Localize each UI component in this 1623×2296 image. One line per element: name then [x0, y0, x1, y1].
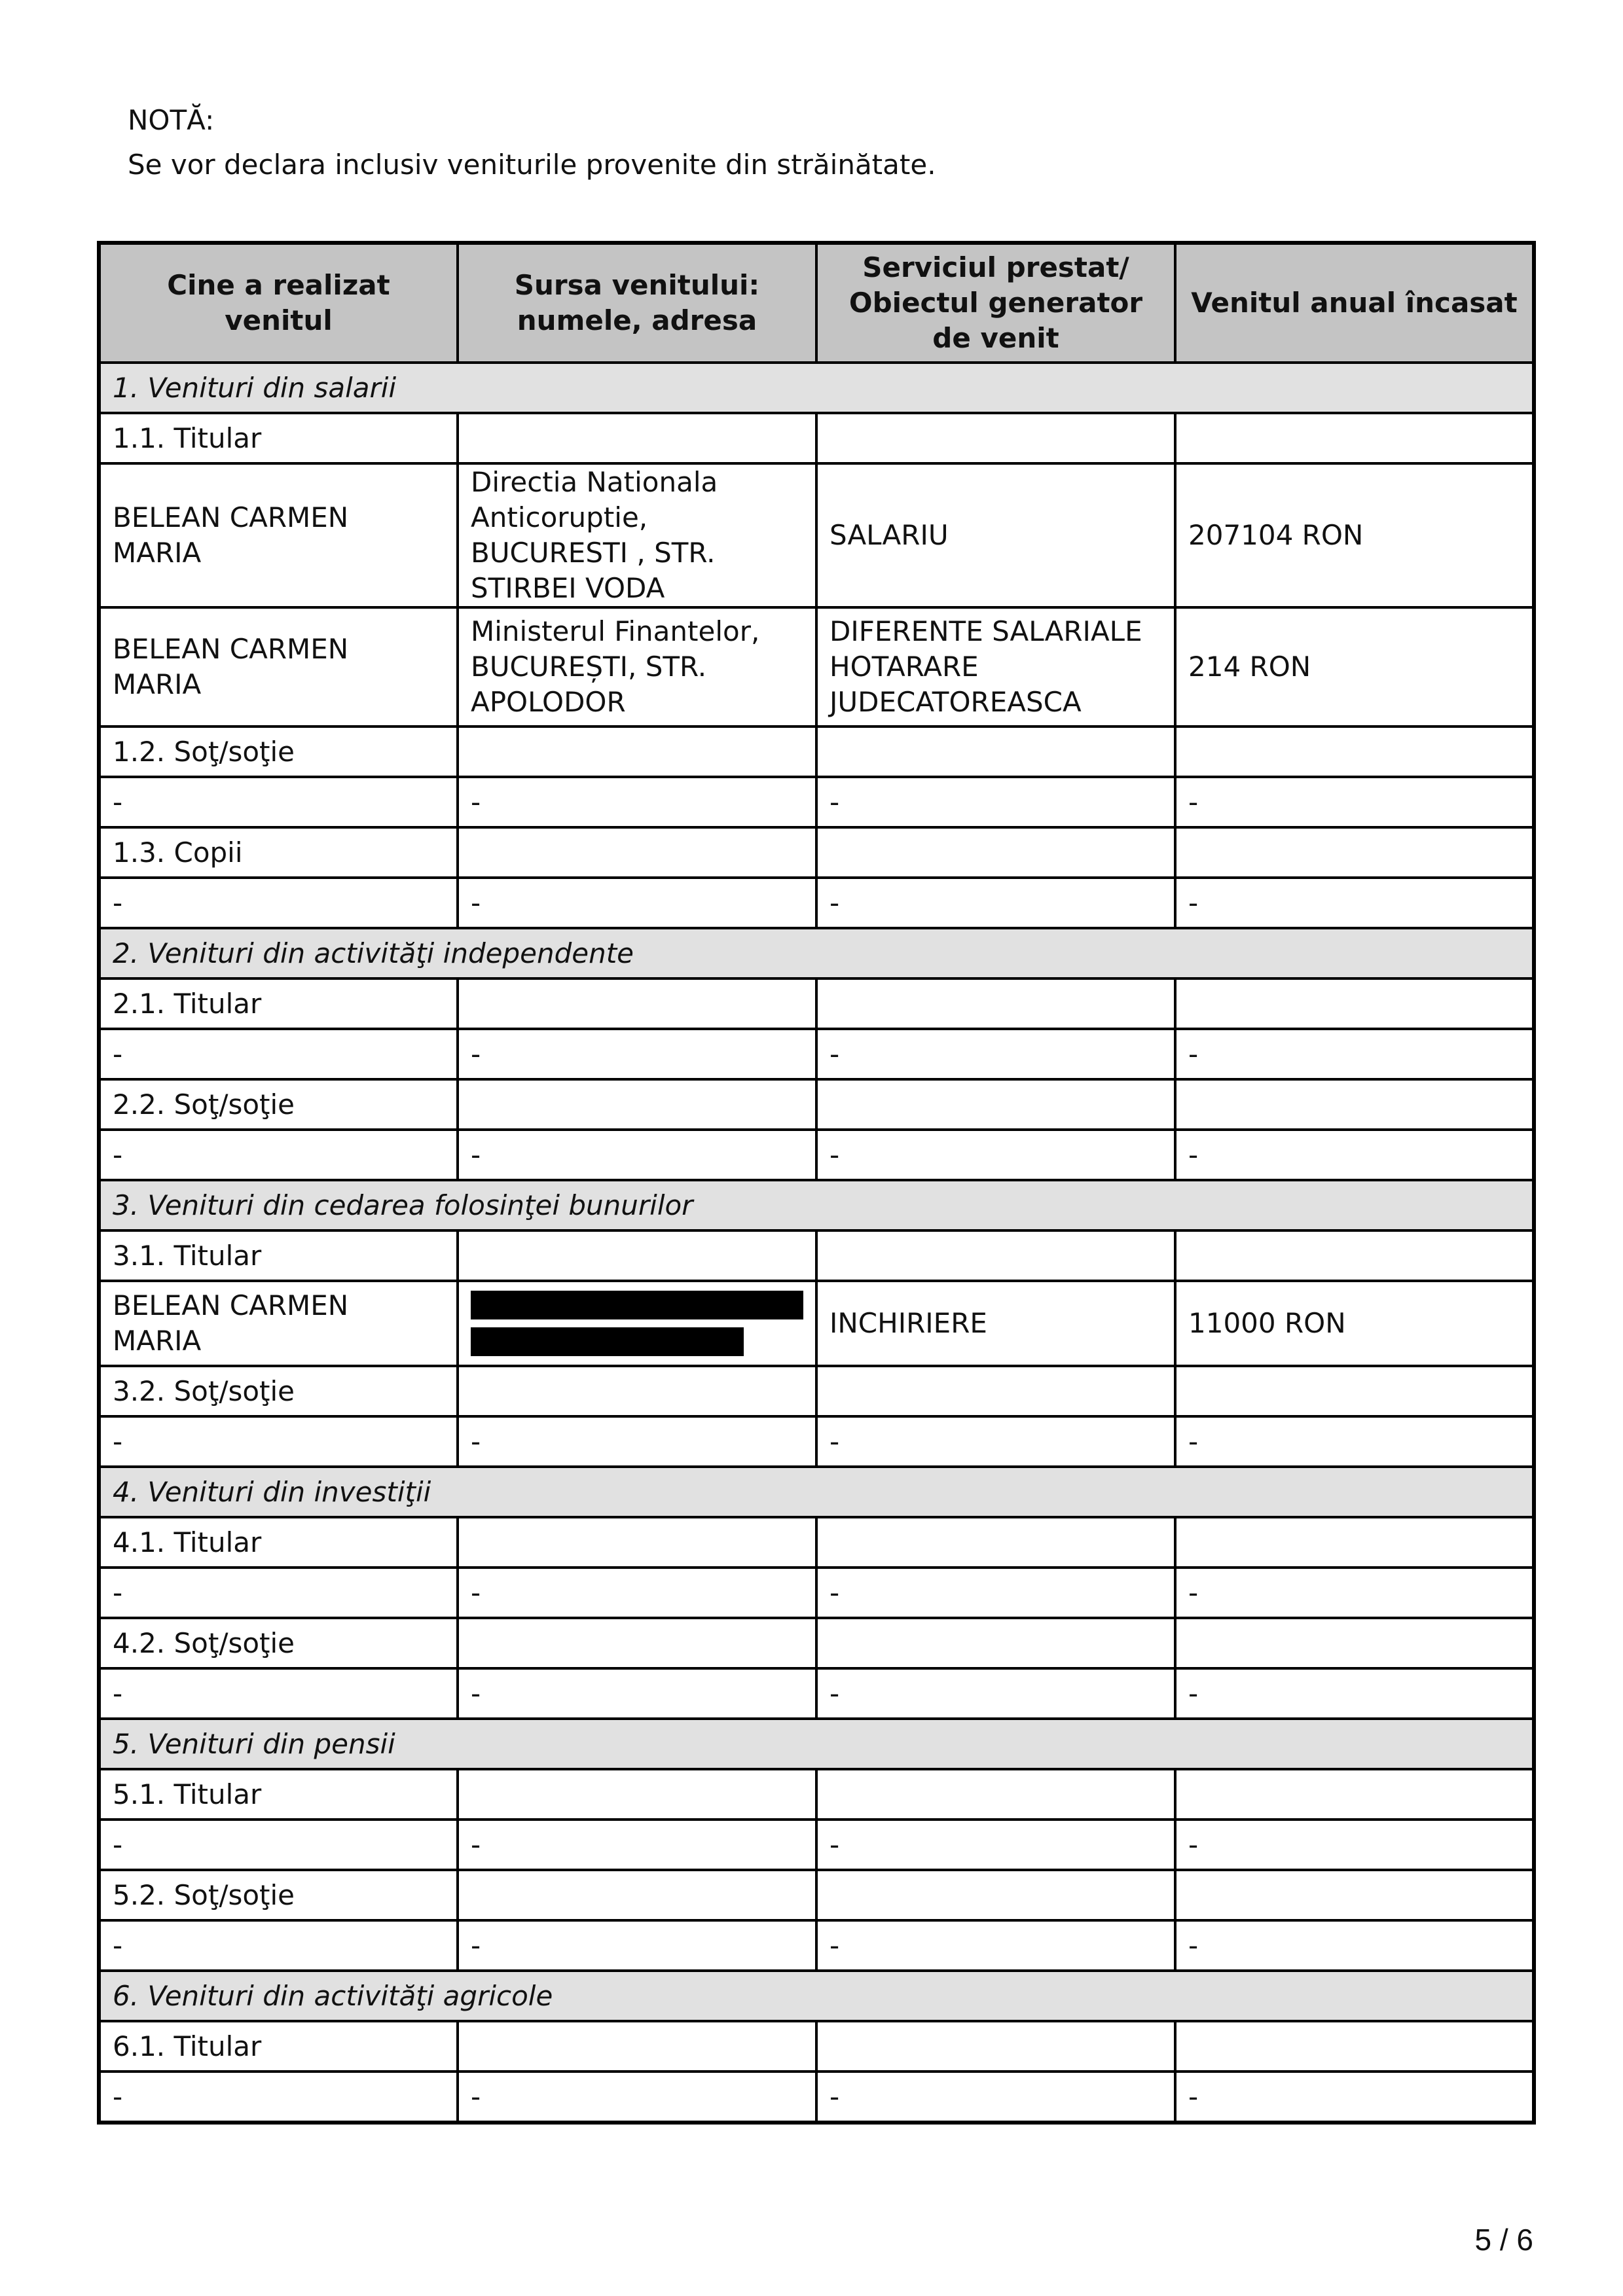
table-cell: -: [816, 777, 1175, 827]
table-cell: -: [99, 2072, 458, 2123]
table-cell: -: [1175, 878, 1534, 928]
section-label: 5. Venituri din pensii: [99, 1719, 1534, 1769]
table-cell: SALARIU: [816, 463, 1175, 607]
table-cell: -: [816, 1920, 1175, 1971]
section-row: [99, 928, 1534, 978]
table-cell: [1175, 1230, 1534, 1281]
table-row: [99, 463, 1534, 607]
table-cell: -: [458, 878, 816, 928]
section-row: [99, 1971, 1534, 2021]
table-row: [99, 1029, 1534, 1079]
table-cell: 4.1. Titular: [99, 1517, 458, 1568]
table-row: [99, 1870, 1534, 1920]
table-cell: [816, 1870, 1175, 1920]
table-cell: -: [99, 878, 458, 928]
table-cell: -: [458, 1416, 816, 1467]
table-cell: [816, 2021, 1175, 2072]
table-cell: [1175, 1366, 1534, 1416]
table-cell: -: [1175, 1568, 1534, 1618]
table-cell: [458, 1769, 816, 1820]
table-cell: -: [458, 777, 816, 827]
table-cell: [816, 978, 1175, 1029]
table-row: [99, 1517, 1534, 1568]
table-cell: -: [458, 1668, 816, 1719]
table-cell: -: [99, 1416, 458, 1467]
table-cell: [458, 413, 816, 463]
table-cell: -: [458, 1130, 816, 1180]
table-cell: -: [458, 1568, 816, 1618]
section-row: [99, 1719, 1534, 1769]
table-cell: 1.3. Copii: [99, 827, 458, 878]
table-row: [99, 1920, 1534, 1971]
table-cell: -: [1175, 1416, 1534, 1467]
table-cell: [458, 978, 816, 1029]
table-cell: [1175, 978, 1534, 1029]
table-cell: 4.2. Soţ/soţie: [99, 1618, 458, 1668]
section-label: 4. Venituri din investiţii: [99, 1467, 1534, 1517]
table-cell: 1.1. Titular: [99, 413, 458, 463]
table-cell: [458, 1366, 816, 1416]
table-cell: 3.1. Titular: [99, 1230, 458, 1281]
table-cell: -: [816, 2072, 1175, 2123]
table-row: [99, 1366, 1534, 1416]
section-label: 1. Venituri din salarii: [99, 363, 1534, 413]
table-cell: -: [816, 1668, 1175, 1719]
table-cell: [816, 726, 1175, 777]
table-cell: [816, 1366, 1175, 1416]
note-block: [128, 98, 936, 187]
table-cell: [816, 827, 1175, 878]
table-cell: [458, 1517, 816, 1568]
table-cell: -: [816, 1130, 1175, 1180]
table-cell: -: [458, 1920, 816, 1971]
table-cell: BELEAN CARMEN MARIA: [99, 463, 458, 607]
table-body: [99, 363, 1534, 2123]
table-cell: [458, 827, 816, 878]
table-cell: 1.2. Soţ/soţie: [99, 726, 458, 777]
income-table: [97, 241, 1536, 2125]
table-cell: 3.2. Soţ/soţie: [99, 1366, 458, 1416]
table-cell: [816, 1079, 1175, 1130]
table-cell: -: [99, 1029, 458, 1079]
table-row: [99, 1568, 1534, 1618]
page-number: 5 / 6: [1474, 2223, 1533, 2257]
table-cell: [816, 1230, 1175, 1281]
table-cell: [1175, 1079, 1534, 1130]
table-cell: -: [1175, 1920, 1534, 1971]
note-title: NOTĂ:: [128, 104, 215, 136]
table-cell: -: [458, 1029, 816, 1079]
table-row: [99, 1618, 1534, 1668]
table-cell: [816, 1769, 1175, 1820]
table-cell: DIFERENTE SALARIALE HOTARARE JUDECATOREASCA: [816, 607, 1175, 726]
header-annual-income: Venitul anual încasat: [1175, 243, 1534, 363]
table-row: [99, 1130, 1534, 1180]
table-cell: -: [99, 1668, 458, 1719]
table-row: [99, 726, 1534, 777]
table-cell: -: [816, 1416, 1175, 1467]
table-row: [99, 413, 1534, 463]
table-cell: [458, 2021, 816, 2072]
table-cell: BELEAN CARMEN MARIA: [99, 1281, 458, 1366]
table-cell: 214 RON: [1175, 607, 1534, 726]
table-cell: [1175, 1618, 1534, 1668]
table-cell: [1175, 1870, 1534, 1920]
table-row: [99, 1668, 1534, 1719]
table-row: [99, 878, 1534, 928]
header-source: Sursa venitului: numele, adresa: [458, 243, 816, 363]
table-cell: Ministerul Finantelor, BUCUREȘTI, STR. APOLODOR: [458, 607, 816, 726]
section-label: 2. Venituri din activităţi independente: [99, 928, 1534, 978]
table-cell: -: [816, 878, 1175, 928]
table-cell: [1175, 413, 1534, 463]
table-row: [99, 1820, 1534, 1870]
table-cell: BELEAN CARMEN MARIA: [99, 607, 458, 726]
section-label: 3. Venituri din cedarea folosinţei bunurilor: [99, 1180, 1534, 1230]
table-cell: [816, 1517, 1175, 1568]
section-row: [99, 1467, 1534, 1517]
table-row: [99, 978, 1534, 1029]
table-row: [99, 777, 1534, 827]
redacted-cell: [458, 1281, 816, 1366]
table-row: [99, 1230, 1534, 1281]
table-cell: -: [1175, 1130, 1534, 1180]
section-label: 6. Venituri din activităţi agricole: [99, 1971, 1534, 2021]
table-row: [99, 607, 1534, 726]
table-cell: -: [458, 1820, 816, 1870]
table-cell: [816, 1618, 1175, 1668]
header-earner: Cine a realizat venitul: [99, 243, 458, 363]
table-cell: -: [816, 1568, 1175, 1618]
section-row: [99, 1180, 1534, 1230]
table-row: [99, 2072, 1534, 2123]
table-cell: -: [99, 1820, 458, 1870]
table-cell: [458, 1230, 816, 1281]
table-cell: 5.1. Titular: [99, 1769, 458, 1820]
table-cell: 2.1. Titular: [99, 978, 458, 1029]
table-cell: -: [1175, 777, 1534, 827]
note-text: Se vor declara inclusiv veniturile provenite din străinătate.: [128, 149, 936, 181]
table-row: [99, 1769, 1534, 1820]
table-cell: -: [1175, 2072, 1534, 2123]
table-cell: [1175, 2021, 1534, 2072]
table-cell: 6.1. Titular: [99, 2021, 458, 2072]
table-cell: -: [99, 1920, 458, 1971]
table-cell: [458, 1618, 816, 1668]
redaction-bar: [471, 1327, 744, 1356]
table-cell: [458, 1870, 816, 1920]
table-cell: [1175, 726, 1534, 777]
table-cell: 5.2. Soţ/soţie: [99, 1870, 458, 1920]
table-cell: -: [816, 1820, 1175, 1870]
table-cell: -: [99, 777, 458, 827]
table-cell: [458, 1079, 816, 1130]
table-cell: -: [1175, 1668, 1534, 1719]
table-cell: [816, 413, 1175, 463]
table-cell: -: [99, 1568, 458, 1618]
header-service: Serviciul prestat/ Obiectul generator de venit: [816, 243, 1175, 363]
table-cell: [1175, 1517, 1534, 1568]
table-header-row: [99, 243, 1534, 363]
table-cell: 11000 RON: [1175, 1281, 1534, 1366]
table-row: [99, 827, 1534, 878]
table-cell: INCHIRIERE: [816, 1281, 1175, 1366]
section-row: [99, 363, 1534, 413]
table-row: [99, 2021, 1534, 2072]
table-cell: Directia Nationala Anticoruptie, BUCURESTI , STR. STIRBEI VODA: [458, 463, 816, 607]
table-cell: -: [458, 2072, 816, 2123]
table-cell: 2.2. Soţ/soţie: [99, 1079, 458, 1130]
table-cell: -: [99, 1130, 458, 1180]
table-row: [99, 1281, 1534, 1366]
table-cell: [458, 726, 816, 777]
table-cell: -: [1175, 1029, 1534, 1079]
redaction-bar: [471, 1291, 803, 1319]
table-cell: -: [1175, 1820, 1534, 1870]
table-cell: [1175, 1769, 1534, 1820]
table-cell: 207104 RON: [1175, 463, 1534, 607]
table-row: [99, 1079, 1534, 1130]
table-cell: -: [816, 1029, 1175, 1079]
table-row: [99, 1416, 1534, 1467]
table-cell: [1175, 827, 1534, 878]
